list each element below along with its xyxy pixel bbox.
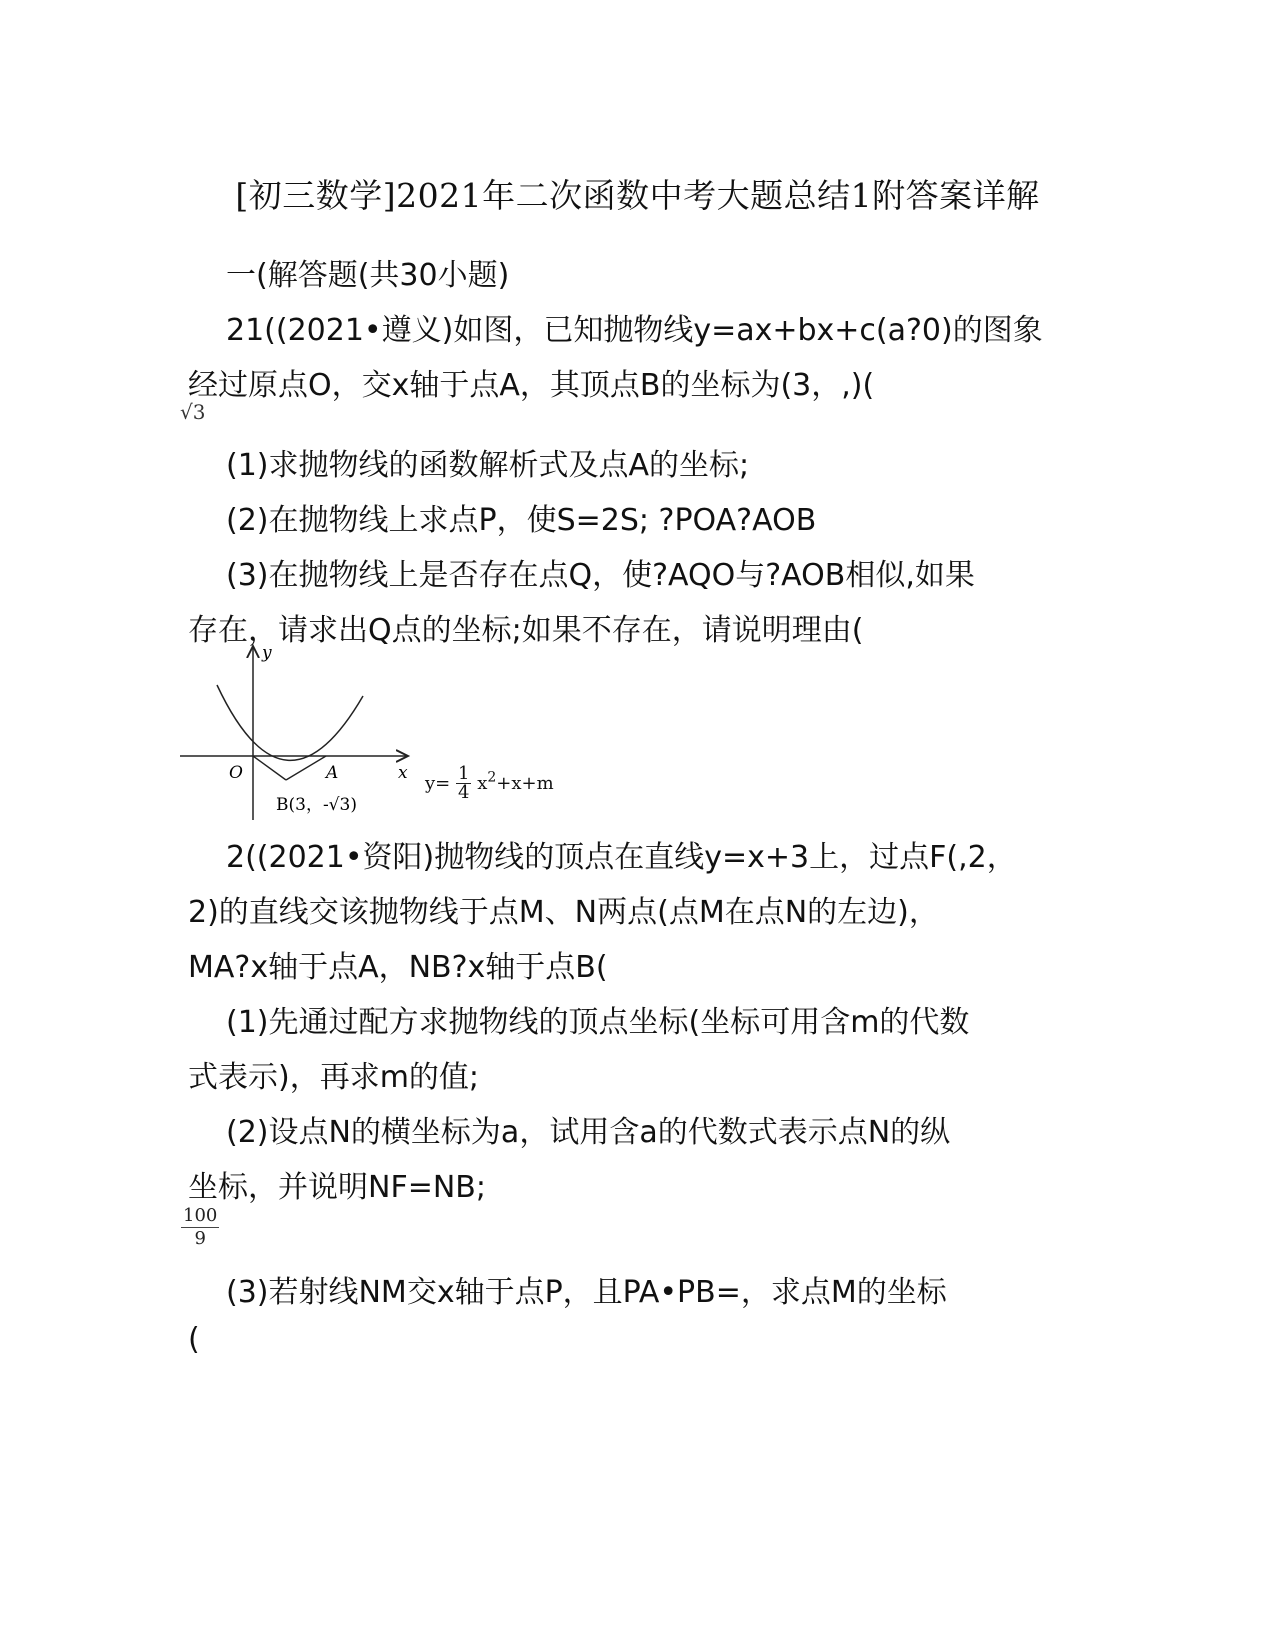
fraction-numerator: 1 (458, 763, 470, 784)
q1-part-1: (1)求抛物线的函数解析式及点A的坐标; (226, 448, 750, 483)
sqrt3-inline-image: √3 (180, 400, 206, 424)
section-heading: 一(解答题(共30小题) (226, 258, 510, 293)
q1-stem-line-2: 经过原点O，交x轴于点A，其顶点B的坐标为(3，,)( (188, 368, 875, 403)
parabola-curve (217, 685, 363, 760)
origin-label: O (229, 763, 243, 783)
formula-exponent: 2 (487, 769, 497, 786)
q2-part-2-line-2: 坐标，并说明NF=NB; (188, 1170, 486, 1205)
q1-stem-line-1: 21((2021•遵义)如图，已知抛物线y=ax+bx+c(a?0)的图象 (226, 313, 1043, 348)
formula-tail: +x+m (496, 773, 554, 794)
q2-part-2-line-1: (2)设点N的横坐标为a，试用含a的代数式表示点N的纵 (226, 1115, 951, 1150)
y-axis-label: y (262, 643, 272, 663)
document-title: [初三数学]2021年二次函数中考大题总结1附答案详解 (235, 176, 1040, 215)
fraction-100-9-image (181, 1205, 219, 1250)
x-axis-label: x (398, 763, 408, 783)
fraction-100-9-denominator: 9 (194, 1228, 206, 1249)
q1-part-2: (2)在抛物线上求点P，使S=2S; ?POA?AOB (226, 503, 817, 538)
parabola-figure (180, 640, 420, 825)
point-a-label: A (326, 763, 339, 783)
q2-part-1-line-2: 式表示)，再求m的值; (188, 1060, 480, 1095)
q2-stem-line-1: 2((2021•资阳)抛物线的顶点在直线y=x+3上，过点F(,2， (226, 840, 1017, 875)
q2-part-3-line-2: ( (188, 1322, 200, 1357)
q1-part-3-line-2: 存在，请求出Q点的坐标;如果不存在，请说明理由( (188, 613, 864, 648)
q2-part-1-line-1: (1)先通过配方求抛物线的顶点坐标(坐标可用含m的代数 (226, 1005, 970, 1040)
formula-fraction (456, 765, 471, 802)
formula-prefix: y= (425, 773, 451, 794)
parabola-formula (425, 765, 554, 802)
q2-stem-line-2: 2)的直线交该抛物线于点M、N两点(点M在点N的左边)， (188, 895, 939, 930)
q1-part-3-line-1: (3)在抛物线上是否存在点Q，使?AQO与?AOB相似,如果 (226, 558, 975, 593)
fraction-100-9-numerator: 100 (183, 1205, 218, 1226)
point-b-label: B(3，-√3) (276, 795, 357, 815)
fraction-denominator: 4 (458, 782, 470, 803)
q2-stem-line-3: MA?x轴于点A，NB?x轴于点B( (188, 950, 608, 985)
q2-part-3-line-1: (3)若射线NM交x轴于点P，且PA•PB=，求点M的坐标 (226, 1275, 947, 1310)
formula-variable: x (477, 773, 488, 794)
